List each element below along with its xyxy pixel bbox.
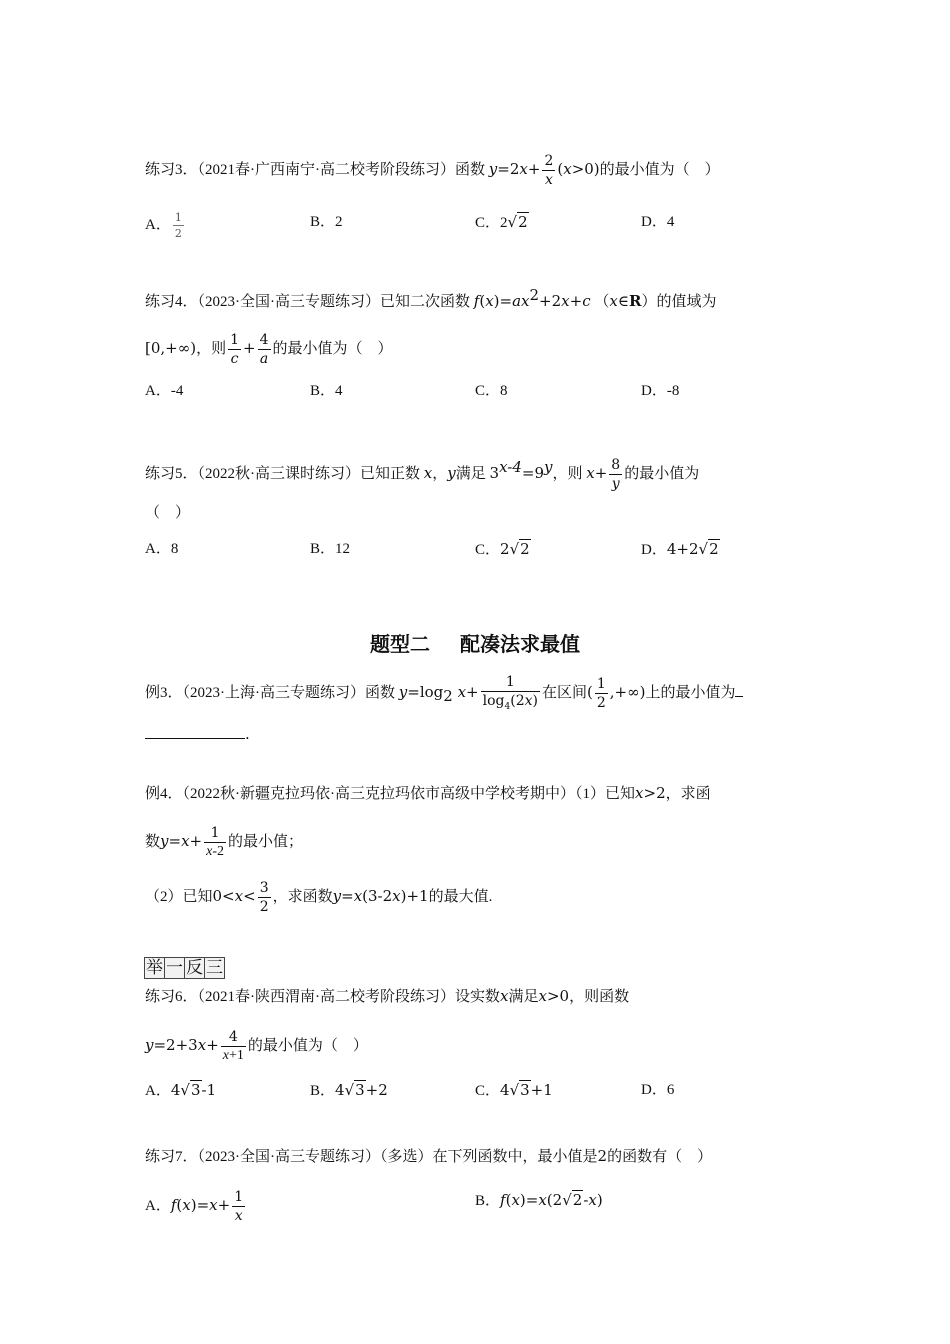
- exercise-source: （2021春·陕西渭南·高二校考阶段练习）: [197, 989, 456, 1005]
- fraction: $\frac{1}{x-2}$: [206, 825, 225, 859]
- box-char: 三: [206, 958, 223, 978]
- option-label: C．2: [475, 215, 508, 231]
- exercise-5-paren: [145, 503, 190, 523]
- formula: y: [488, 159, 498, 178]
- stem-text: 已知二次函数: [380, 294, 471, 310]
- stem-text: 的最大值.: [428, 888, 493, 905]
- answer-blank[interactable]: [735, 682, 743, 697]
- fraction: $\frac{1}{2}$: [174, 211, 182, 240]
- option-label: B．12: [310, 541, 351, 557]
- exercise-7-stem: 练习7．（2023·全国·高三专题练习）（多选）在下列函数中，最小值是2的函数有（ ）: [145, 1147, 713, 1165]
- option-c[interactable]: [475, 212, 529, 233]
- exercise-label: 练习5．: [145, 466, 198, 482]
- exercise-label: 练习4．: [145, 294, 198, 310]
- stem-text: 函数: [455, 161, 486, 178]
- practice-box-title: [144, 957, 224, 979]
- box-char: 反: [186, 958, 203, 978]
- option-d[interactable]: [641, 212, 674, 232]
- fraction: $\frac{8}{y}$: [611, 457, 621, 493]
- exercise-4-stem-line2: [0,+∞)，则 $\frac{1}{c}$ + $\frac{4}{a}$ 的最小值为（ ）: [145, 332, 393, 367]
- sqrt: √3: [344, 1081, 365, 1099]
- sqrt: √2: [507, 213, 528, 231]
- fraction: $\frac{1}{c}$: [230, 332, 240, 367]
- option-b[interactable]: B．f(x)=x(2√2-x): [475, 1191, 603, 1209]
- option-label: B．: [310, 1083, 336, 1099]
- box-char: 举: [146, 958, 163, 978]
- stem-text: 的最小值为（ ）: [599, 161, 720, 178]
- stem-text: 数: [145, 833, 161, 850]
- option-label: D．: [641, 542, 667, 558]
- exercise-4-stem: 练习4．（2023·全国·高三专题练习）已知二次函数 $f(x)=ax^2+2x+c$ （x∈R）的值域为: [145, 286, 717, 310]
- option-a[interactable]: [145, 539, 178, 559]
- option-label: A．: [145, 1083, 171, 1099]
- example-4-line3: （2）已知0<x< $\frac{3}{2}$ ，求函数y=x(3-2x)+1的最大值.: [145, 880, 493, 915]
- stem-text: 满足: [508, 989, 539, 1005]
- example-4-stem: 例4．（2022秋·新疆克拉玛依·高三克拉玛依市高级中学校考期中）（1）已知x>2，求函: [145, 784, 711, 802]
- exercise-source: （2021春·广西南宁·高二校考阶段练习）: [197, 161, 456, 178]
- exercise-3-stem: 练习3．（2021春·广西南宁·高二校考阶段练习）函数 y=2x+ $\frac{2}{x}$ (x>0)的最小值为（ ）: [145, 153, 720, 188]
- stem-text: ，则函数: [569, 989, 630, 1005]
- exercise-source: （2023·上海·高三专题练习）: [182, 684, 366, 701]
- example-4-line2: 数y=x+ $\frac{1}{x-2}$ 的最小值；: [145, 825, 304, 859]
- stem-text: 满足: [455, 466, 486, 482]
- stem-text: ，求函: [665, 786, 711, 802]
- exercise-source: （2022秋·高三课时练习）: [197, 466, 361, 482]
- option-label: A．8: [145, 541, 179, 557]
- stem-text: 上的最小值为: [645, 684, 736, 701]
- exercise-label: 练习3．: [145, 161, 198, 178]
- exercise-6-stem: 练习6．（2021春·陕西渭南·高二校考阶段练习）设实数x满足x>0，则函数: [145, 987, 630, 1005]
- fraction: $\frac{1}{x}$: [234, 1189, 244, 1224]
- sqrt: √3: [509, 1081, 530, 1099]
- fraction: $\frac{3}{2}$: [259, 880, 269, 915]
- stem-text: （2）已知: [145, 888, 213, 905]
- option-label: B．2: [310, 214, 343, 230]
- option-label: A．-4: [145, 383, 184, 399]
- exercise-5-stem: 练习5．（2022秋·高三课时练习）已知正数 x，y满足 $3^{x-4}=9^y$，则 x+ $\frac{8}{y}$ 的最小值为: [145, 457, 700, 493]
- exercise-label: 练习7．: [145, 1149, 198, 1165]
- heading-left: 题型二: [370, 632, 430, 656]
- section-heading: [0, 628, 950, 657]
- stem-text: 的最小值为（ ）: [247, 1037, 368, 1054]
- option-c[interactable]: C．2√2: [475, 540, 530, 558]
- fraction: $\frac{2}{x}$: [544, 153, 554, 188]
- option-c[interactable]: C．4√3+1: [475, 1081, 553, 1099]
- stem-text: （多选）在下列函数中，最小值是: [380, 1149, 598, 1165]
- option-a[interactable]: A．4√3-1: [145, 1081, 217, 1099]
- option-a[interactable]: [145, 381, 183, 401]
- exercise-label: 练习6．: [145, 989, 198, 1005]
- exercise-source: （2022秋·新疆克拉玛依·高三克拉玛依市高级中学校考期中）: [182, 786, 576, 802]
- exercise-6-line2: y=2+3x+ $\frac{4}{x+1}$ 的最小值为（ ）: [145, 1029, 368, 1063]
- option-d[interactable]: [641, 381, 679, 401]
- exercise-source: （2023·全国·高三专题练习）: [197, 1149, 381, 1165]
- option-label: A．: [145, 216, 171, 233]
- exercise-label: 例4．: [145, 786, 183, 802]
- option-b[interactable]: [310, 212, 343, 232]
- option-label: A．: [145, 1197, 171, 1214]
- option-b[interactable]: B．4√3+2: [310, 1081, 388, 1099]
- answer-paren: （ ）: [145, 505, 191, 521]
- option-label: B．: [475, 1193, 501, 1209]
- option-label: D．4: [641, 214, 675, 230]
- option-label: C．: [475, 542, 501, 558]
- option-d[interactable]: D．4+2√2: [641, 540, 719, 558]
- answer-blank[interactable]: [145, 724, 245, 739]
- option-label: B．4: [310, 383, 343, 399]
- stem-text: ，求函数: [272, 888, 333, 905]
- option-a[interactable]: A．f(x)=x+ $\frac{1}{x}$: [145, 1189, 244, 1224]
- heading-right: 配凑法求最值: [460, 632, 580, 656]
- stem-text: 的函数有（ ）: [607, 1149, 713, 1165]
- exercise-source: （2023·全国·高三专题练习）: [197, 294, 381, 310]
- sqrt: √2: [698, 540, 719, 558]
- stem-text: 已知正数: [360, 466, 421, 482]
- stem-text: 的值域为: [656, 294, 717, 310]
- sqrt: √2: [562, 1191, 583, 1209]
- option-b[interactable]: [310, 381, 343, 401]
- stem-text: ，则: [552, 466, 583, 482]
- fraction: $\frac{1}{2}$: [596, 675, 606, 711]
- option-a[interactable]: [145, 212, 186, 239]
- option-label: D．-8: [641, 383, 680, 399]
- option-d[interactable]: [641, 1080, 674, 1100]
- option-c[interactable]: [475, 381, 508, 401]
- fraction: $\frac{4}{x+1}$: [222, 1029, 244, 1063]
- option-label: C．8: [475, 383, 508, 399]
- stem-text: ，则: [196, 340, 227, 357]
- stem-text: 的最小值为（ ）: [272, 340, 393, 357]
- option-label: C．: [475, 1083, 501, 1099]
- stem-text: 的最小值；: [228, 833, 304, 850]
- stem-text: 的最小值为: [624, 466, 700, 482]
- fraction: $\frac{1}{\log_4(2x)}$: [482, 674, 538, 712]
- box-char: 一: [166, 958, 183, 978]
- stem-text: 函数: [365, 684, 396, 701]
- sqrt: √2: [509, 540, 530, 558]
- example-3-blank: .: [145, 724, 250, 745]
- option-label: D．6: [641, 1082, 675, 1098]
- stem-text: 在区间: [541, 684, 587, 701]
- fraction: $\frac{4}{a}$: [259, 332, 269, 367]
- stem-text: （1）已知: [575, 786, 636, 802]
- option-b[interactable]: [310, 539, 350, 559]
- stem-text: 设实数: [455, 989, 501, 1005]
- sqrt: √3: [180, 1081, 201, 1099]
- exercise-label: 例3．: [145, 684, 183, 701]
- example-3-stem: 例3．（2023·上海·高三专题练习）函数 $y=\log_2$ x+ $\frac{1}{\log_4(2x)}$ 在区间( $\frac{1}{2}$ ,+∞)上的最小值为: [145, 675, 743, 712]
